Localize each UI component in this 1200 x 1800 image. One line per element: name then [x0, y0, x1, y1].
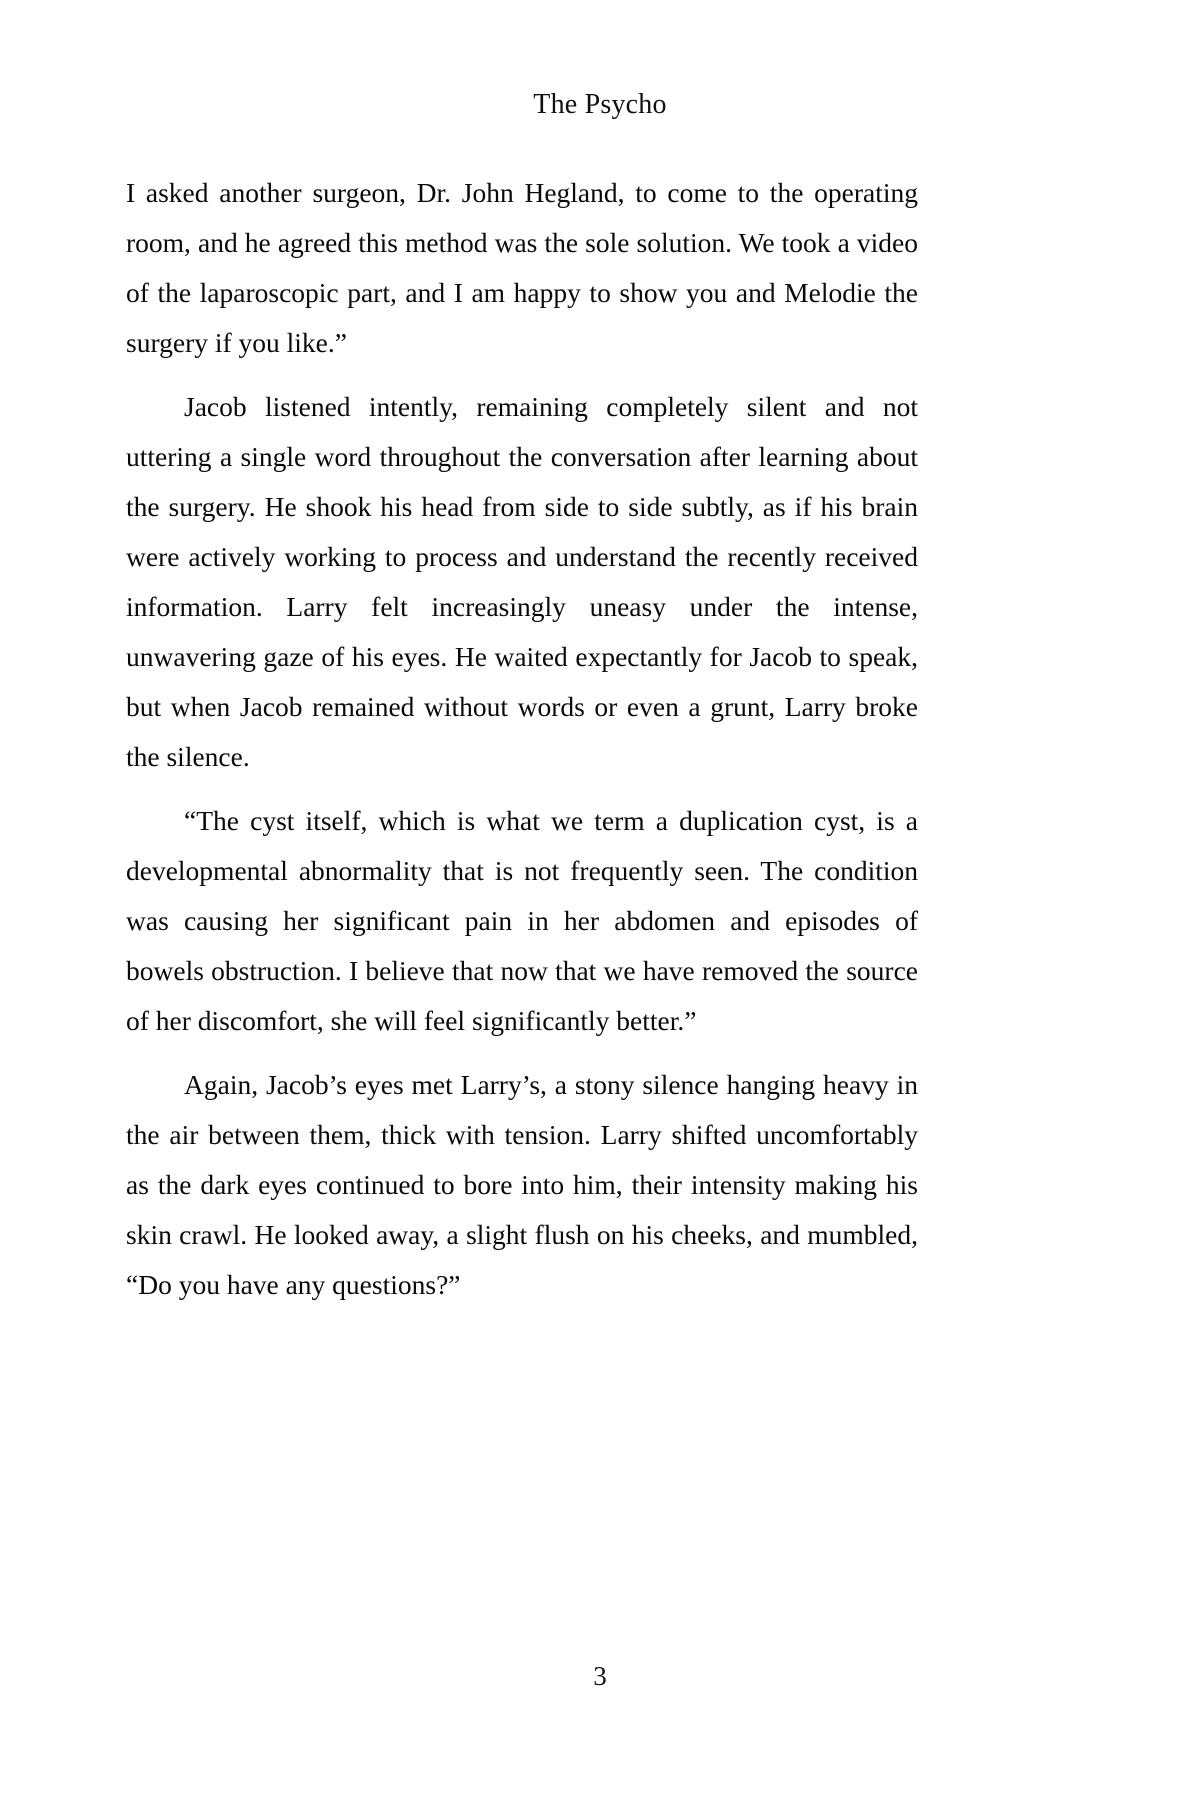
page-number: 3	[593, 1660, 607, 1691]
paragraph: I asked another surgeon, Dr. John Hegland, to come to the operating room, and he agreed this method was the sole solution. We took a video of the laparoscopic part, and I am happy to show you and Melodie the surgery if you like.”	[126, 177, 918, 358]
paragraph: Again, Jacob’s eyes met Larry’s, a stony silence hanging heavy in the air between them, thick with tension. Larry shifted uncomfortably as the dark eyes continued to bore into him, their intensity making his skin crawl. He looked away, a slight flush on his cheeks, and mumbled, “Do you have any questions?”	[126, 1069, 918, 1300]
paragraph: Jacob listened intently, remaining completely silent and not uttering a single word throughout the conversation after learning about the surgery. He shook his head from side to side subtly, as if his brain were actively working to process and understand the recently received information. Larry felt increasingly uneasy under the intense, unwavering gaze of his eyes. He waited expectantly for Jacob to speak, but when Jacob remained without words or even a grunt, Larry broke the silence.	[126, 391, 918, 772]
body-text	[126, 168, 918, 1310]
running-head: The Psycho	[533, 89, 667, 120]
paragraph: “The cyst itself, which is what we term a duplication cyst, is a developmental abnormality that is not frequently seen. The condition was causing her significant pain in her abdomen and episodes of bowels obstruction. I believe that now that we have removed the source of her discomfort, she will feel significantly better.”	[126, 805, 918, 1036]
